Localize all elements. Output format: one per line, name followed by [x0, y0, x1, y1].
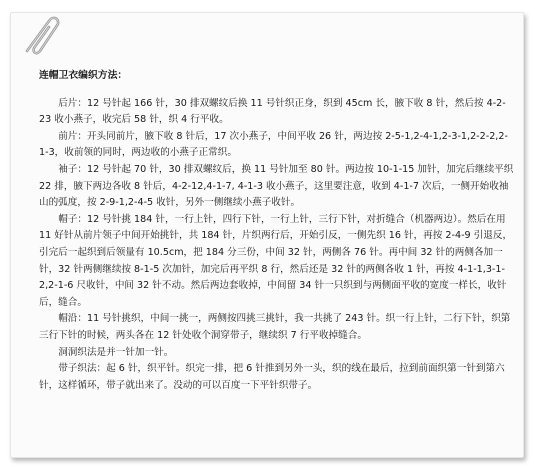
paragraph-eyelet: 洞洞织法是并一针加一针。 [58, 346, 174, 358]
paragraph-sleeves: 袖子：12 号针起 70 针，30 排双螺纹后，换 11 号针加至 80 针。两边按 10-1-15 加针，加完后继续平织 22 排，腋下两边各收 8 针后，4-2-12,4-1-7, 4-1-3 收小燕子，这里要注意，收到 4-1-7 次后，一侧开始收袖山的弧度，按 2-9-1,2-4-5 收针，另外一侧继续小燕子收针。 [39, 163, 514, 209]
document-title: 连帽卫衣编织方法： [39, 70, 128, 81]
paragraph-drawstring: 带子织法：起 6 针，织平针。织完一排，把 6 针推到另外一头，织的线在最后，拉到前面织第一针到第六针，这样循环，带子就出来了。没动的可以百度一下平针织带子。 [39, 363, 505, 391]
document-body [39, 68, 515, 394]
paperclip-icon [13, 13, 67, 61]
paragraph-back-panel: 后片：12 号针起 166 针，30 排双螺纹后换 11 号针织正身，织到 45cm 长，腋下收 8 针，然后按 4-2-23 收小燕子，收完后 58 针，织 4 行平收。 [39, 97, 506, 126]
paragraph-front-panel: 前片：开头同前片，腋下收 8 针后，17 次小燕子，中间平收 26 针，两边按 2-5-1,2-4-1,2-3-1,2-2-2,2-1-3，收前领的同时，两边收的小燕子正常织。 [39, 130, 508, 159]
paragraph-hood: 帽子：12 号针挑 184 针，一行上针，四行下针，一行上针，三行下针，对折缝合（机器两边）。然后在用 11 好针从前片领子中间开始挑针，共 184 针，片织两行后，开始引反，一侧先织 16 针，再按 2-4-9 引退反，引完后一起织到后领量有 10.5cm，把 184 分三份，中间 32 针，两侧各 76 针。再中间 32 针的两侧各加一针，32 针两侧继续按 8-1-5 次加针，加完后再平织 8 行，然后还是 32 针的两侧各收 1 针，再按 4-1-1,3-1-2,2-1-6 尺收针，中间 32 针不动。然后两边套收掉，中间留 34 针一只织到与两侧面平收的宽度一样长，收针后，缝合。 [39, 213, 513, 308]
paragraph-hood-edge: 帽沿：11 号针挑织，中间一挑一，两侧按四挑三挑针，我一共挑了 243 针。织一行上针，二行下针，织第三行下针的时候，两头各在 12 针处收个洞穿带子，继续织 7 行平收掉缝合。 [39, 313, 511, 341]
note-card [10, 12, 524, 458]
